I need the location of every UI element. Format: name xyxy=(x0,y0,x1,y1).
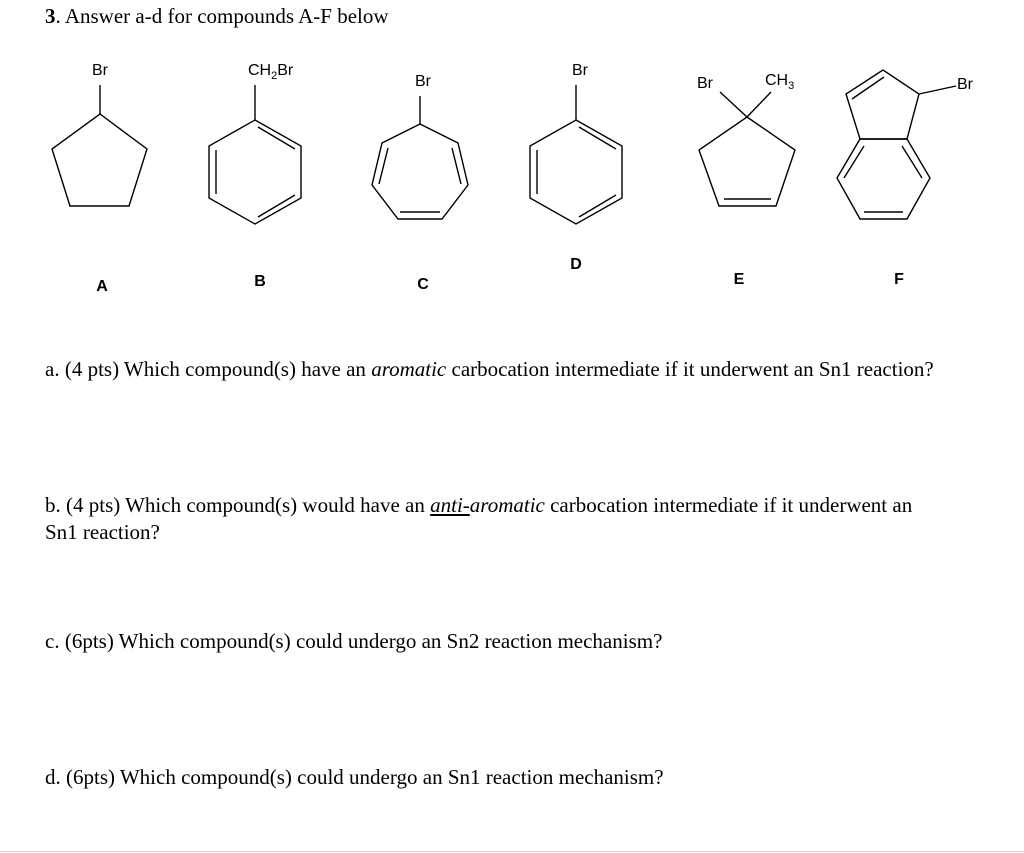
question-b-suffix: carbocation intermediate if it underwent an Sn1 reaction? xyxy=(45,493,913,544)
compound-e-substituent-br: Br xyxy=(697,75,713,92)
question-b xyxy=(45,492,945,546)
bond xyxy=(720,92,747,117)
compound-f-label: F xyxy=(894,271,904,288)
benzene-ring xyxy=(530,120,622,224)
compound-c-label: C xyxy=(417,276,429,293)
question-b-underlined: anti- xyxy=(430,493,470,517)
compound-c-substituent: Br xyxy=(415,73,431,90)
question-b-prefix: b. (4 pts) Which compound(s) would have an xyxy=(45,493,431,517)
compound-d xyxy=(530,62,622,273)
bond xyxy=(919,86,956,94)
benzene-ring xyxy=(209,120,301,224)
question-c: c. (6pts) Which compound(s) could undergo an Sn2 reaction mechanism? xyxy=(45,629,663,653)
question-a xyxy=(45,356,945,383)
compound-b xyxy=(209,62,301,290)
question-a-emphasis: aromatic xyxy=(371,357,447,381)
compound-a-label: A xyxy=(96,278,108,295)
compound-structures xyxy=(0,0,1024,310)
indene-five-ring xyxy=(846,70,919,139)
indene-benzene-ring xyxy=(837,139,930,219)
compound-d-label: D xyxy=(570,256,582,273)
compound-f-substituent: Br xyxy=(957,76,973,93)
bottom-divider xyxy=(0,851,1024,852)
question-b-emphasis: aromatic xyxy=(469,493,545,517)
double-bond xyxy=(452,148,461,184)
double-bond xyxy=(379,148,388,184)
bond xyxy=(747,92,771,117)
double-bond xyxy=(902,146,922,178)
question-number: 3 xyxy=(45,4,56,28)
compound-f xyxy=(837,70,974,288)
compound-c xyxy=(372,73,468,293)
compound-a xyxy=(52,62,147,295)
compound-e xyxy=(697,72,795,288)
double-bond xyxy=(579,195,616,217)
compound-e-substituent-methyl: $CH_3$ xyxy=(765,72,795,92)
compound-a-substituent: Br xyxy=(92,62,108,79)
question-header-text: . Answer a-d for compounds A-F below xyxy=(55,4,389,28)
compound-b-substituent: $CH_2Br$ xyxy=(248,62,294,82)
double-bond xyxy=(258,195,295,217)
compound-b-label: B xyxy=(254,273,266,290)
double-bond xyxy=(258,127,295,149)
cyclopentane-ring xyxy=(52,114,147,206)
compound-e-label: E xyxy=(733,271,745,288)
cyclopentene-ring xyxy=(699,117,795,206)
cycloheptatriene-ring xyxy=(372,124,468,219)
question-d: d. (6pts) Which compound(s) could undergo an Sn1 reaction mechanism? xyxy=(45,765,664,789)
question-a-suffix: carbocation intermediate if it underwent an Sn1 reaction? xyxy=(446,357,934,381)
double-bond xyxy=(579,127,616,149)
question-a-prefix: a. (4 pts) Which compound(s) have an xyxy=(45,357,372,381)
compound-d-substituent: Br xyxy=(572,62,588,79)
